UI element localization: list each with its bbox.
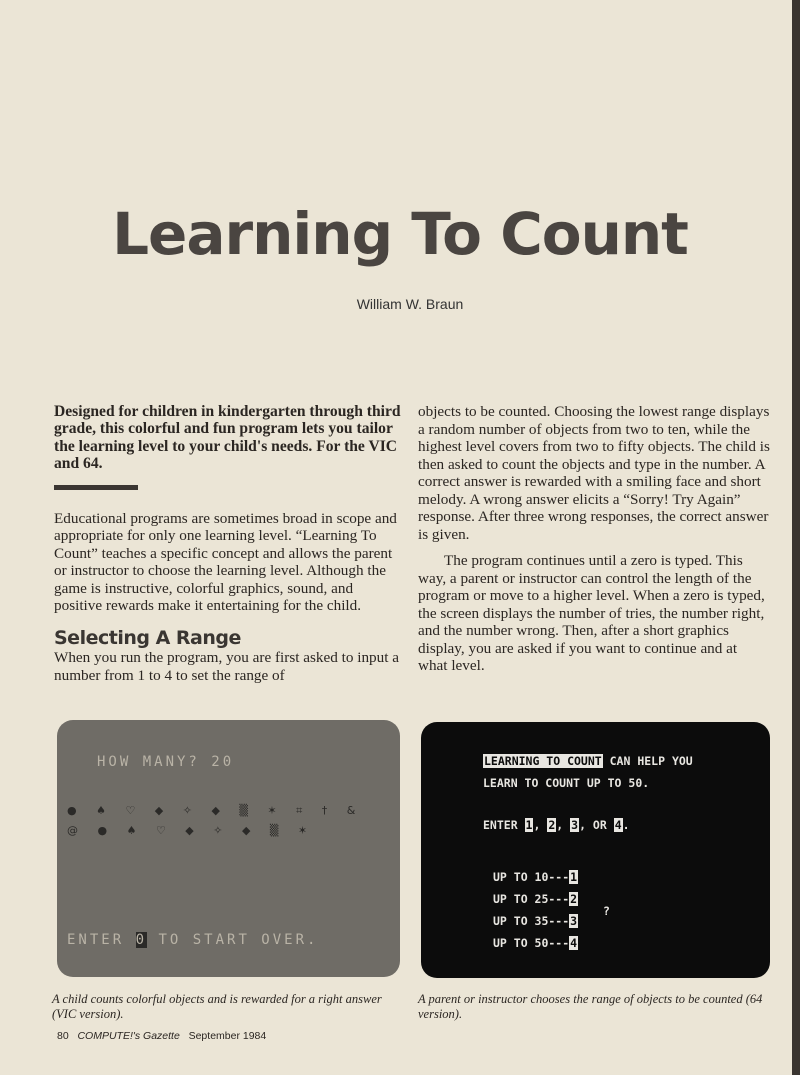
- c64-option-2-text: UP TO 25---: [493, 892, 570, 906]
- body-paragraph-2: When you run the program, you are first asked to input a number from 1 to 4 to set the range of: [54, 649, 399, 684]
- c64-line-1: [483, 754, 693, 768]
- page-footer: [57, 1030, 266, 1042]
- c64-question-mark: ?: [603, 904, 610, 918]
- intro-blurb: Designed for children in kindergarten through third grade, this colorful and fun program lets you tailor the learning level to your child's needs. For the VIC and 64.: [54, 403, 401, 473]
- divider-rule: [54, 485, 138, 490]
- c64-line-1-rest: CAN HELP YOU: [602, 754, 693, 768]
- vic-prompt: HOW MANY? 20: [97, 754, 235, 770]
- vic-objects-row-2: @ ● ♠ ♡ ◆ ✧ ◆ ▒ ✶: [67, 824, 316, 837]
- c64-option-2-key: 2: [570, 892, 578, 906]
- c64-option-3-key: 3: [570, 914, 578, 928]
- c64-line-2: LEARN TO COUNT UP TO 50.: [483, 776, 650, 790]
- article-title: Learning To Count: [112, 200, 688, 268]
- c64-option-4-key: 4: [570, 936, 578, 950]
- body-paragraph-4: The program continues until a zero is typed. This way, a parent or instructor can control the length of the program or move to a higher level. When a zero is typed, the screen displays the number of tries, the number right, and the number wrong. Then, after a short graphics display, you are asked if you want to continue and at what level.: [418, 552, 765, 674]
- c64-key-3: 3: [571, 818, 579, 832]
- byline: William W. Braun: [356, 296, 464, 312]
- c64-sep-1: ,: [533, 818, 548, 832]
- right-column: [418, 403, 770, 675]
- vic-key-zero: 0: [135, 932, 148, 948]
- c64-screenshot: [421, 722, 770, 978]
- vic-footer-line: [67, 932, 318, 948]
- vic-footer-post: TO START OVER.: [147, 932, 319, 948]
- c64-option-1: [493, 870, 578, 884]
- caption-left: A child counts colorful objects and is rewarded for a right answer (VIC version).: [52, 992, 382, 1021]
- page-number: 80: [57, 1030, 69, 1042]
- c64-key-4: 4: [614, 818, 622, 832]
- c64-key-1: 1: [525, 818, 533, 832]
- c64-option-4: [493, 936, 578, 950]
- c64-period: .: [622, 818, 630, 832]
- body-paragraph-1: Educational programs are sometimes broad in scope and appropriate for only one learning level. “Learning To Count” teaches a specific concept and allows the parent or instructor to choose the learning level. Although the game is instructive, colorful graphics, sound, and positive rewards make it entertaining for the child.: [54, 509, 397, 615]
- c64-option-1-key: 1: [570, 870, 578, 884]
- vic-objects-row-1: ● ♠ ♡ ◆ ✧ ◆ ▒ ✶ ⌗ † &: [67, 804, 364, 817]
- caption-right: A parent or instructor chooses the range of objects to be counted (64 version).: [418, 992, 763, 1021]
- magazine-name: COMPUTE!'s Gazette: [77, 1030, 180, 1042]
- c64-option-3-text: UP TO 35---: [493, 914, 570, 928]
- subhead-selecting-range: Selecting A Range: [54, 626, 241, 649]
- c64-or-text: , OR: [579, 818, 614, 832]
- c64-title-inverse: LEARNING TO COUNT: [484, 754, 602, 768]
- c64-sep-2: ,: [556, 818, 571, 832]
- page-edge: [792, 0, 800, 1075]
- c64-enter-text: ENTER: [483, 818, 525, 832]
- c64-option-2: [493, 892, 578, 906]
- vic-screenshot: [57, 720, 400, 977]
- issue-date: September 1984: [188, 1030, 267, 1042]
- body-paragraph-3: objects to be counted. Choosing the lowest range displays a random number of objects from two to ten, while the highest level covers from two to fifty objects. The child is then asked to count the objects and type in the number. A correct answer is rewarded with a smiling face and short melody. A wrong answer elicits a “Sorry! Try Again” response. After three wrong responses, the correct answer is given.: [418, 403, 770, 543]
- c64-option-1-text: UP TO 10---: [493, 870, 570, 884]
- c64-option-3: [493, 914, 578, 928]
- vic-footer-pre: ENTER: [67, 932, 136, 948]
- c64-key-2: 2: [548, 818, 556, 832]
- left-column: [54, 403, 404, 684]
- c64-enter-line: [483, 818, 630, 832]
- c64-option-4-text: UP TO 50---: [493, 936, 570, 950]
